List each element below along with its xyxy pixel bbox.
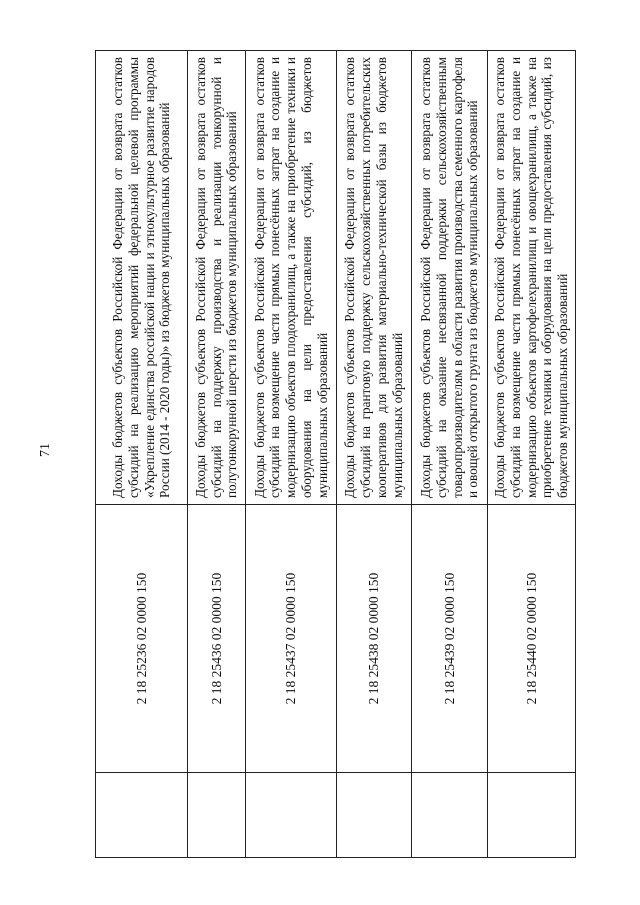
budget-code: 2 18 25236 02 0000 150: [96, 505, 188, 773]
budget-code: 2 18 25439 02 0000 150: [412, 505, 488, 773]
empty-cell: [337, 773, 412, 858]
budget-code: 2 18 25437 02 0000 150: [246, 505, 337, 773]
budget-code: 2 18 25436 02 0000 150: [188, 505, 246, 773]
empty-cell: [412, 773, 488, 858]
revenue-classification-table: [95, 50, 575, 858]
revenue-description-text: Доходы бюджетов субъектов Российской Федерации от возврата остатков субсидий на грантовую поддержку сельскохозяйственных потребительских кооперативов для развития материально-технической базы из бюджетов муниципальных образований: [342, 57, 405, 498]
revenue-description: [412, 51, 488, 505]
table-row: [246, 51, 337, 858]
table-row: [337, 51, 412, 858]
revenue-description-text: Доходы бюджетов субъектов Российской Федерации от возврата остатков субсидий на оказание несвязанной поддержки сельскохозяйственным товаропроизводителям в области развития производства семенного картофеля и овощей открытого грунта из бюджетов муниципальных образований: [417, 57, 481, 498]
revenue-description: [337, 51, 412, 505]
empty-cell: [488, 773, 576, 858]
revenue-description: [488, 51, 576, 505]
revenue-description-text: Доходы бюджетов субъектов Российской Федерации от возврата остатков субсидий на реализацию мероприятий федеральной целевой программы «Укрепление единства российской нации и этнокультурное развитие народов России (2014 - 2020 годы)» из бюджетов муниципальных образований: [109, 57, 173, 498]
table-row: [488, 51, 576, 858]
revenue-description-text: Доходы бюджетов субъектов Российской Федерации от возврата остатков субсидий на возмещение части прямых понесённых затрат на создание и модернизацию объектов плодохранилищ, а также на приобретение техники и оборудования на цели предоставления субсидий, из бюджетов муниципальных образований: [251, 57, 330, 498]
empty-cell: [188, 773, 246, 858]
revenue-description: [188, 51, 246, 505]
budget-code: 2 18 25440 02 0000 150: [488, 505, 576, 773]
revenue-description-text: Доходы бюджетов субъектов Российской Федерации от возврата остатков субсидий на возмещение части прямых понесённых затрат на создание и модернизацию объектов картофелехранилищ и овощехранилищ, а также на приобретение техники и оборудования на цели предоставления субсидий, из бюджетов муниципальных образований: [492, 57, 571, 498]
revenue-description-text: Доходы бюджетов субъектов Российской Федерации от возврата остатков субсидий на поддержку производства и реализации тонкорунной и полутонкорунной шерсти из бюджетов муниципальных образований: [192, 57, 240, 498]
empty-cell: [246, 773, 337, 858]
table-row: [188, 51, 246, 858]
revenue-description: [246, 51, 337, 505]
empty-cell: [96, 773, 188, 858]
table-row: [412, 51, 488, 858]
page-number: 71: [38, 443, 53, 457]
table-row: [96, 51, 188, 858]
revenue-description: [96, 51, 188, 505]
budget-code: 2 18 25438 02 0000 150: [337, 505, 412, 773]
